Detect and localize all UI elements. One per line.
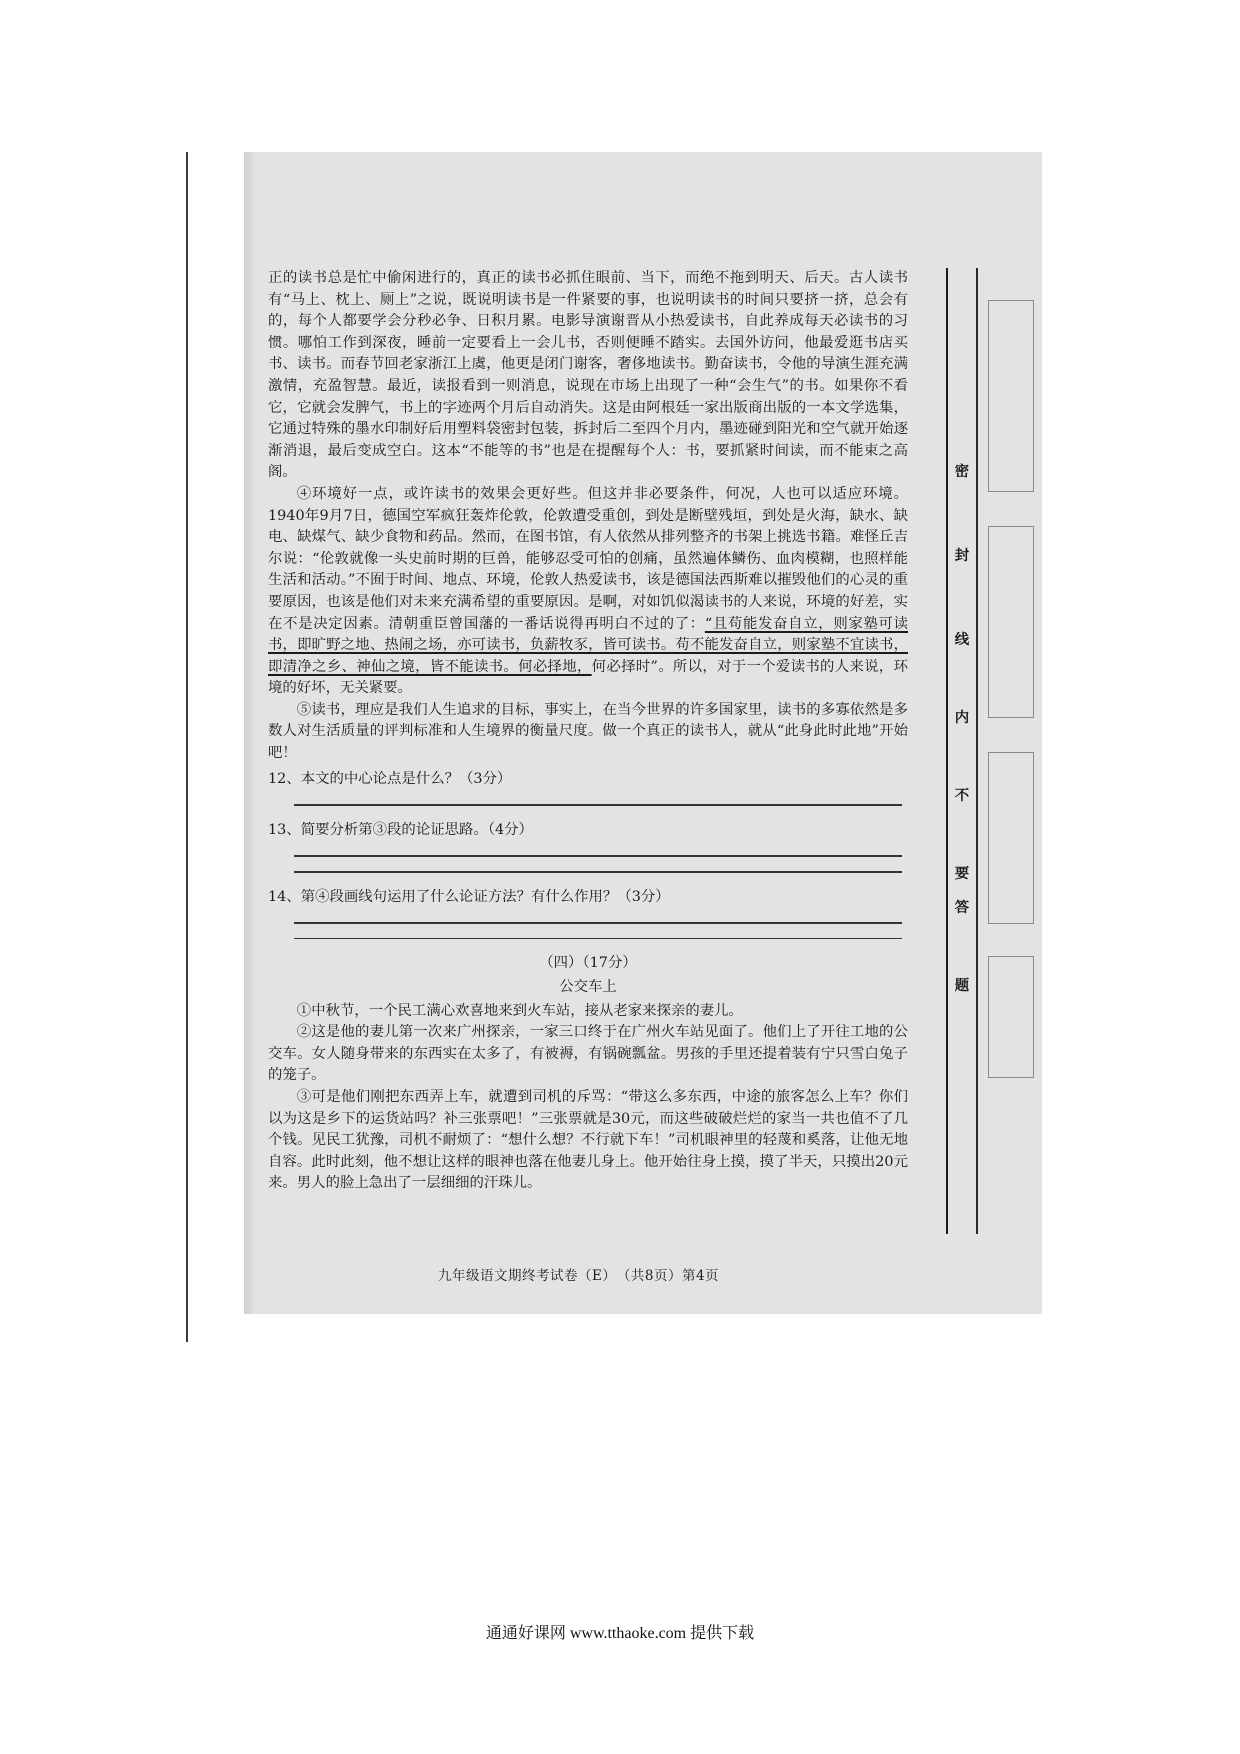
underlined-sentence: “且苟能发奋自立，则家塾可读书，即旷野之地、热闹之场，亦可读书，负薪牧豕，皆可读书。苟不能发奋自立，则家塾不宜读书，即清净之乡、神仙之境，皆不能读书。何必择地， — [268, 615, 908, 675]
answer-line[interactable] — [294, 855, 902, 857]
binding-line — [946, 268, 948, 1234]
info-field-box — [988, 752, 1034, 924]
answer-line[interactable] — [294, 938, 902, 940]
seal-char: 线 — [954, 631, 970, 648]
paragraph-4-end: 何必择时”。所以，对于一个爱读书的人来说，环境的好坏，无关紧要。 — [268, 658, 908, 697]
story-paragraph-3: ③可是他们刚把东西弄上车，就遭到司机的斥骂：“带这么多东西，中途的旅客怎么上车？你们以为这是乡下的运货站吗？补三张票吧！”三张票就是30元，而这些破破烂烂的家当一共也值不了几个钱。见民工犹豫，司机不耐烦了：“想什么想？不行就下车！”司机眼神里的轻蔑和奚落，让他无地自容。此时此刻，他不想让这样的眼神也落在他妻儿身上。他开始往身上摸，摸了半天，只摸出20元来。男人的脸上急出了一层细细的汗珠儿。 — [268, 1088, 908, 1192]
question-13: 13、简要分析第③段的论证思路。（4分） — [268, 821, 533, 838]
article-paragraph-4 — [268, 484, 908, 700]
download-credit: 通通好课网 www.tthaoke.com 提供下载 — [485, 1625, 755, 1642]
info-field-box — [988, 300, 1034, 492]
binding-line — [976, 268, 978, 1234]
answer-line[interactable] — [294, 922, 902, 924]
story-paragraph-2: ②这是他的妻儿第一次来广州探亲，一家三口终于在广州火车站见面了。他们上了开往工地的公交车。女人随身带来的东西实在太多了，有被褥，有锅碗瓢盆。男孩的手里还提着装有宁只雪白兔子的笼子。 — [268, 1024, 908, 1084]
answer-line[interactable] — [294, 871, 902, 873]
scan-shadow — [244, 152, 256, 1314]
seal-char: 密 — [954, 463, 970, 480]
exam-page-footer: 九年级语文期终考试卷（E） （共8页）第4页 — [438, 1268, 720, 1284]
seal-char: 不 — [954, 787, 970, 804]
seal-char: 题 — [954, 977, 970, 994]
exam-text-column — [268, 268, 908, 1195]
seal-char: 内 — [954, 709, 970, 726]
story-title: 公交车上 — [559, 979, 617, 995]
paragraph-4-text: ④环境好一点，或许读书的效果会更好些。但这并非必要条件，何况，人也可以适应环境。1940年9月7日，德国空军疯狂轰炸伦敦，伦敦遭受重创，到处是断壁残垣，到处是火海，缺水、缺电、缺煤气、缺少食物和药品。然而，在图书馆，有人依然从排列整齐的书架上挑选书籍。难怪丘吉尔说：“伦敦就像一头史前时期的巨兽，能够忍受可怕的创痛，虽然遍体鳞伤、血肉模糊，也照样能生活和活动。”不囿于时间、地点、环境，伦敦人热爱读书，该是德国法西斯难以摧毁他们的心灵的重要原因，也该是他们对未来充满希望的重要原因。是啊，对如饥似渴读书的人来说，环境的好差，实在不是决定因素。清朝重臣曾国藩的一番话说得再明白不过的了： — [268, 485, 908, 632]
article-paragraph-5: ⑤读书，理应是我们人生追求的目标，事实上，在当今世界的许多国家里，读书的多寡依然是多数人对生活质量的评判标准和人生境界的衡量尺度。做一个真正的读书人，就从“此身此时此地”开始吧！ — [268, 701, 908, 762]
question-14: 14、第④段画线句运用了什么论证方法？有什么作用？（3分） — [268, 888, 670, 905]
info-field-box — [988, 956, 1034, 1078]
section-4-heading: （四）（17分） — [539, 955, 637, 972]
article-paragraph-3-end: 正的读书总是忙中偷闲进行的，真正的读书必抓住眼前、当下，而绝不拖到明天、后天。古人读书有“马上、枕上、厕上”之说，既说明读书是一件紧要的事，也说明读书的时间只要挤一挤，总会有的，每个人都要学会分秒必争、日积月累。电影导演谢晋从小热爱读书，自此养成每天必读书的习惯。哪怕工作到深夜，睡前一定要看上一会儿书，否则便睡不踏实。去国外访问，他最爱逛书店买书、读书。而春节回老家浙江上虞，他更是闭门谢客，奢侈地读书。勤奋读书，令他的导演生涯充满激情，充盈智慧。最近，读报看到一则消息，说现在市场上出现了一种“会生气”的书。如果你不看它，它就会发脾气，书上的字迹两个月后自动消失。这是由阿根廷一家出版商出版的一本文学选集，它通过特殊的墨水印制好后用塑料袋密封包装，拆封后二至四个月内，墨迹碰到阳光和空气就开始逐渐消退，最后变成空白。这本“不能等的书”也是在提醒每个人：书，要抓紧时间读，而不能束之高阁。 — [268, 270, 908, 481]
story-paragraph-1: ①中秋节，一个民工满心欢喜地来到火车站，接从老家来探亲的妻儿。 — [296, 1002, 743, 1019]
seal-char: 要 — [954, 865, 970, 882]
answer-line[interactable] — [294, 804, 902, 806]
question-12: 12、本文的中心论点是什么？（3分） — [268, 770, 512, 787]
info-field-box — [988, 526, 1034, 718]
left-edge-rule — [186, 152, 188, 1342]
seal-char: 答 — [954, 899, 970, 916]
seal-char: 封 — [954, 547, 970, 564]
